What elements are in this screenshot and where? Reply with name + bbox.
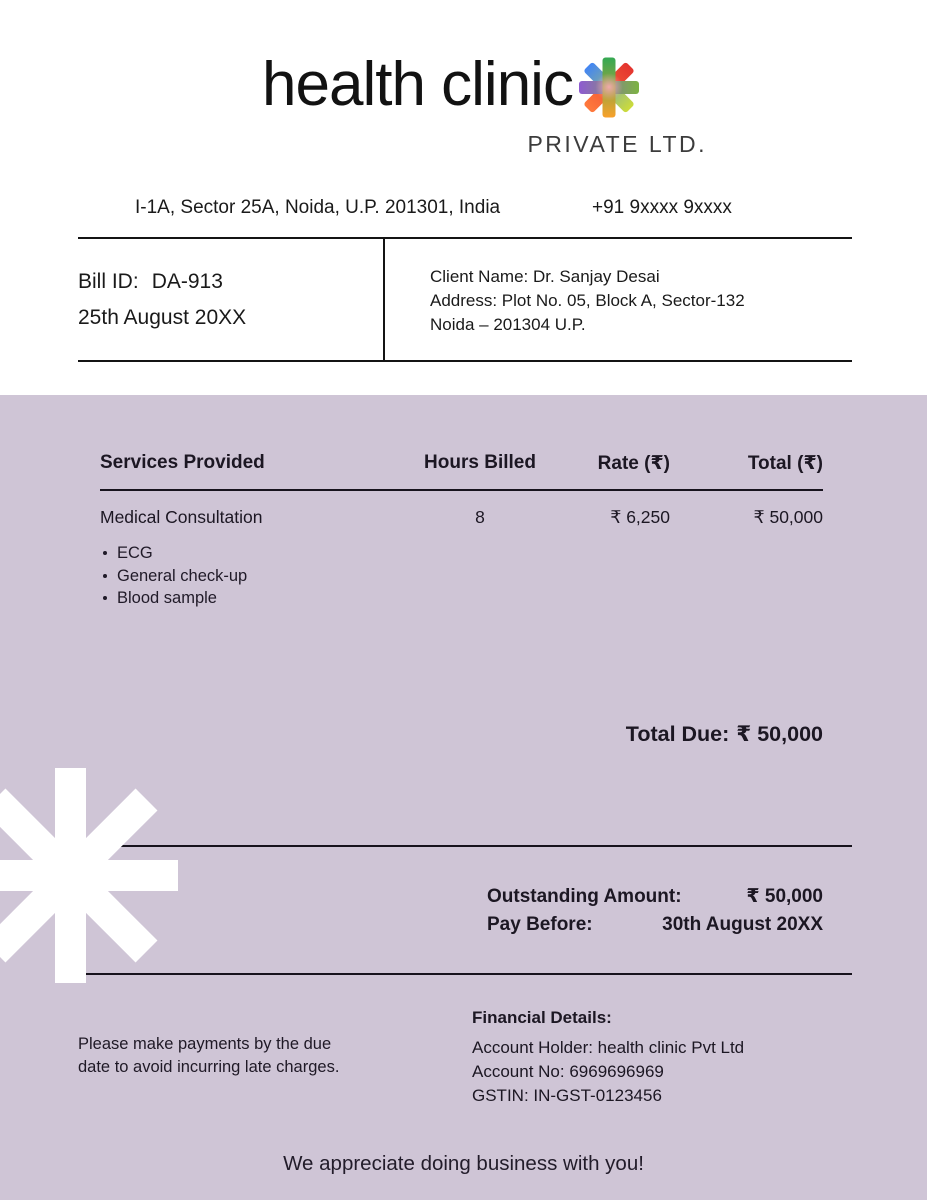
brand-name: health clinic [262,50,573,119]
client-address-line2: Noida – 201304 U.P. [430,315,586,334]
financial-details-title: Financial Details: [472,1008,612,1027]
outstanding-value: ₹ 50,000 [746,886,823,907]
bill-date: 25th August 20XX [78,306,247,329]
bill-info-box [78,237,852,362]
outstanding-amount-line [487,883,823,911]
asterisk-center-blend [594,72,624,102]
brand-asterisk-icon [577,55,641,119]
header-hours-billed: Hours Billed [424,452,536,473]
client-info-section [385,239,745,360]
header-services-provided: Services Provided [100,452,265,473]
list-item: Blood sample [100,587,823,610]
bill-id-label: Bill ID: [78,270,139,293]
outstanding-section [487,883,823,938]
invoice-body [0,395,927,1200]
closing-message: We appreciate doing business with you! [283,1152,644,1175]
watermark-asterisk-icon [0,768,178,983]
outstanding-label: Outstanding Amount: [487,886,682,907]
table-row [100,491,823,528]
services-table [100,452,823,610]
cell-total: ₹ 50,000 [753,507,823,527]
payment-note [78,1033,398,1079]
clinic-address: I-1A, Sector 25A, Noida, U.P. 201301, India [135,197,501,218]
pay-before-value: 30th August 20XX [662,913,823,935]
total-due-value: ₹ 50,000 [736,722,823,746]
financial-details [472,1008,744,1108]
gstin: GSTIN: IN-GST-0123456 [472,1086,662,1105]
pay-before-label: Pay Before: [487,913,593,935]
list-item: ECG [100,542,823,565]
account-number: Account No: 6969696969 [472,1062,664,1081]
header-total: Total (₹) [747,453,823,474]
clinic-phone: +91 9xxxx 9xxxx [592,197,732,218]
bill-id-line [78,270,383,294]
pay-before-line [487,911,823,939]
header-rate: Rate (₹) [597,453,670,474]
bill-id-section [78,239,385,360]
contact-row [0,197,927,223]
cell-hours: 8 [475,507,485,527]
list-item: General check-up [100,565,823,588]
payment-note-line1: Please make payments by the due [78,1035,332,1053]
client-name: Client Name: Dr. Sanjay Desai [430,267,660,286]
total-due-line [626,722,823,747]
divider-rule-top [78,845,852,847]
service-sub-items [100,542,823,610]
cell-service: Medical Consultation [100,507,263,527]
account-holder: Account Holder: health clinic Pvt Ltd [472,1038,745,1057]
services-table-header [100,452,823,491]
client-address-line1: Address: Plot No. 05, Block A, Sector-132 [430,291,745,310]
brand-logo [262,52,641,119]
payment-note-line2: date to avoid incurring late charges. [78,1058,340,1076]
bill-id-value: DA-913 [151,270,223,293]
divider-rule-bottom [78,973,852,975]
cell-rate: ₹ 6,250 [610,507,670,527]
total-due-label: Total Due: [625,722,730,746]
brand-subtitle: PRIVATE LTD. [527,131,707,157]
